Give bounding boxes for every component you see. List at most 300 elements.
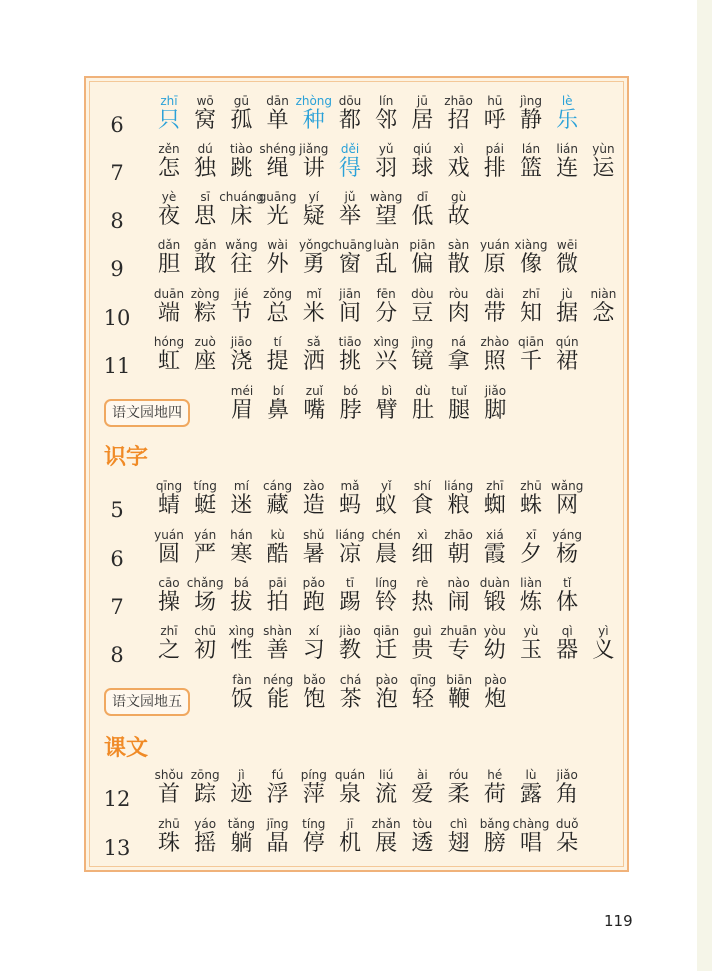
hanzi: 性	[230, 638, 253, 663]
pinyin: lín	[379, 94, 394, 108]
hanzi: 跑	[302, 590, 325, 615]
hanzi: 饱	[303, 687, 326, 712]
hanzi: 夕	[519, 542, 542, 567]
hanzi: 造	[302, 493, 325, 518]
hanzi: 臂	[375, 398, 398, 423]
pinyin: yáo	[194, 817, 217, 831]
pinyin: jié	[234, 287, 249, 301]
lesson-number: 6	[110, 113, 124, 137]
pinyin: wō	[196, 94, 214, 108]
hanzi: 锻	[483, 590, 506, 615]
character-cell	[549, 238, 585, 278]
section-title: 识字	[104, 444, 149, 470]
word-row	[103, 335, 624, 378]
pinyin: děi	[340, 142, 360, 156]
pinyin: gǎn	[193, 238, 217, 252]
hanzi: 肉	[447, 301, 470, 326]
pinyin: yán	[194, 528, 217, 542]
pinyin: cāo	[158, 576, 180, 590]
pinyin: liàn	[520, 576, 542, 590]
hanzi: 器	[556, 638, 579, 663]
hanzi: 唱	[519, 831, 542, 856]
hanzi: 连	[556, 156, 579, 181]
pinyin: pāi	[268, 576, 287, 590]
hanzi: 酷	[266, 542, 289, 567]
hanzi: 蚂	[338, 493, 361, 518]
hanzi: 茶	[339, 687, 362, 712]
hanzi: 专	[447, 638, 470, 663]
hanzi: 念	[592, 301, 615, 326]
pinyin: lián	[556, 142, 578, 156]
pinyin: tíng	[302, 817, 326, 831]
pinyin: quán	[334, 768, 366, 782]
hanzi: 散	[447, 252, 470, 277]
hanzi: 爱	[411, 782, 434, 807]
hanzi: 乐	[556, 108, 579, 133]
pinyin: kù	[270, 528, 285, 542]
pinyin: qīng	[409, 673, 437, 687]
word-row	[103, 287, 624, 330]
hanzi: 网	[556, 493, 579, 518]
hanzi: 饭	[230, 687, 253, 712]
lesson-number: 12	[103, 787, 131, 811]
pinyin: yǒng	[298, 238, 329, 252]
lesson-number: 11	[103, 354, 131, 378]
hanzi: 招	[447, 108, 470, 133]
hanzi: 浮	[266, 782, 289, 807]
character-cell	[585, 142, 621, 182]
hanzi: 跳	[230, 156, 253, 181]
hanzi: 种	[302, 108, 325, 133]
hanzi: 凉	[338, 542, 361, 567]
hanzi: 光	[266, 204, 289, 229]
pinyin: tǎng	[227, 817, 256, 831]
pinyin: jīng	[266, 817, 289, 831]
pinyin: wàng	[369, 190, 403, 204]
hanzi: 炮	[484, 687, 507, 712]
pinyin: fú	[271, 768, 284, 782]
word-row	[104, 142, 624, 185]
hanzi: 粮	[447, 493, 470, 518]
pinyin: duǒ	[555, 817, 579, 831]
pinyin: mí	[233, 479, 249, 493]
pinyin: qiān	[373, 624, 400, 638]
lesson-number: 6	[110, 547, 124, 571]
hanzi: 霞	[483, 542, 506, 567]
pinyin: chuāng	[327, 238, 373, 252]
pinyin: róu	[448, 768, 469, 782]
pinyin: tiāo	[338, 335, 362, 349]
pinyin: yùn	[592, 142, 615, 156]
character-cell	[585, 624, 621, 664]
hanzi: 停	[302, 831, 325, 856]
hanzi: 提	[266, 349, 289, 374]
hanzi: 摇	[194, 831, 217, 856]
pinyin: zǒng	[263, 287, 293, 301]
pinyin: jiāo	[230, 335, 253, 349]
hanzi: 炼	[519, 590, 542, 615]
pinyin: néng	[263, 673, 294, 687]
hanzi: 流	[375, 782, 398, 807]
lesson-number: 8	[110, 643, 124, 667]
pinyin: zòng	[190, 287, 220, 301]
hanzi: 铃	[375, 590, 398, 615]
pinyin: biān	[446, 673, 473, 687]
pinyin: yì	[598, 624, 609, 638]
pinyin: xìng	[228, 624, 255, 638]
hanzi: 夜	[157, 204, 180, 229]
pinyin: zhī	[160, 94, 178, 108]
lesson-number: 8	[110, 209, 124, 233]
hanzi: 圆	[157, 542, 180, 567]
hanzi: 蜻	[157, 493, 180, 518]
pinyin: gū	[233, 94, 249, 108]
pinyin: qiān	[518, 335, 544, 349]
hanzi: 展	[375, 831, 398, 856]
pinyin: fēn	[376, 287, 396, 301]
pinyin: dài	[485, 287, 504, 301]
pinyin: pái	[485, 142, 504, 156]
hanzi: 脖	[339, 398, 362, 423]
hanzi: 踢	[338, 590, 361, 615]
pinyin: dōu	[338, 94, 362, 108]
hanzi: 泡	[375, 687, 398, 712]
hanzi: 怎	[157, 156, 180, 181]
hanzi: 胆	[157, 252, 180, 277]
hanzi: 兴	[375, 349, 398, 374]
hanzi: 蛛	[519, 493, 542, 518]
pinyin: tuǐ	[451, 384, 468, 398]
hanzi: 豆	[411, 301, 434, 326]
pinyin: pào	[375, 673, 398, 687]
pinyin: sī	[200, 190, 210, 204]
pinyin: mǐ	[306, 287, 322, 301]
pinyin: xì	[453, 142, 464, 156]
hanzi: 乱	[375, 252, 398, 277]
pinyin: chū	[194, 624, 217, 638]
hanzi: 微	[556, 252, 579, 277]
pinyin: jiǎo	[484, 384, 507, 398]
pinyin: zhuān	[440, 624, 477, 638]
hanzi: 教	[338, 638, 361, 663]
hanzi: 能	[267, 687, 290, 712]
pinyin: hóng	[153, 335, 185, 349]
word-row	[104, 94, 624, 137]
hanzi: 肚	[411, 398, 434, 423]
hanzi: 镜	[411, 349, 434, 374]
hanzi: 邻	[375, 108, 398, 133]
pinyin: yáng	[552, 528, 583, 542]
character-cell	[441, 190, 477, 230]
hanzi: 拔	[230, 590, 253, 615]
pinyin: xiá	[485, 528, 504, 542]
pinyin: sǎ	[306, 335, 321, 349]
pinyin: fàn	[232, 673, 252, 687]
pinyin: wài	[267, 238, 288, 252]
hanzi: 踪	[194, 782, 217, 807]
hanzi: 篮	[519, 156, 542, 181]
word-row	[104, 528, 624, 571]
hanzi: 热	[411, 590, 434, 615]
pinyin: mǎ	[340, 479, 360, 493]
pinyin: chàng	[512, 817, 550, 831]
pinyin: zhāo	[444, 94, 473, 108]
pinyin: niàn	[590, 287, 617, 301]
hanzi: 迁	[375, 638, 398, 663]
hanzi: 千	[519, 349, 542, 374]
pinyin: dòu	[411, 287, 434, 301]
pinyin: jī	[346, 817, 354, 831]
pinyin: gù	[450, 190, 467, 204]
hanzi: 严	[194, 542, 217, 567]
word-row	[104, 624, 624, 667]
hanzi: 躺	[230, 831, 253, 856]
hanzi: 戏	[447, 156, 470, 181]
hanzi: 绳	[266, 156, 289, 181]
word-row	[104, 479, 624, 522]
hanzi: 玉	[519, 638, 542, 663]
word-row	[103, 817, 624, 860]
hanzi: 节	[230, 301, 253, 326]
pinyin: dān	[266, 94, 289, 108]
hanzi: 嘴	[303, 398, 326, 423]
hanzi: 轻	[411, 687, 434, 712]
pinyin: tiào	[230, 142, 253, 156]
pinyin: tòu	[412, 817, 433, 831]
pinyin: yuán	[479, 238, 510, 252]
hanzi: 思	[194, 204, 217, 229]
hanzi: 窗	[338, 252, 361, 277]
lesson-number: 9	[110, 257, 124, 281]
hanzi: 虹	[157, 349, 180, 374]
hanzi: 机	[338, 831, 361, 856]
word-row	[104, 576, 624, 619]
hanzi: 得	[338, 156, 361, 181]
hanzi: 窝	[194, 108, 217, 133]
word-row	[103, 768, 624, 811]
hanzi: 独	[194, 156, 217, 181]
pinyin: wēi	[556, 238, 578, 252]
pinyin: luàn	[373, 238, 400, 252]
pinyin: bó	[343, 384, 359, 398]
hanzi: 迹	[230, 782, 253, 807]
pinyin: tǐ	[563, 576, 572, 590]
hanzi: 讲	[302, 156, 325, 181]
hanzi: 单	[266, 108, 289, 133]
hanzi: 习	[302, 638, 325, 663]
hanzi: 初	[194, 638, 217, 663]
hanzi: 腿	[448, 398, 471, 423]
pinyin: hé	[487, 768, 503, 782]
pinyin: zěn	[158, 142, 180, 156]
pinyin: chén	[371, 528, 401, 542]
pinyin: zhū	[520, 479, 542, 493]
pinyin: pǎo	[302, 576, 325, 590]
pinyin: wǎng	[550, 479, 584, 493]
pinyin: zuǐ	[305, 384, 324, 398]
hanzi: 食	[411, 493, 434, 518]
pinyin: liáng	[443, 479, 474, 493]
character-cell	[477, 384, 513, 424]
pinyin: qì	[561, 624, 573, 638]
pinyin: zhāo	[444, 528, 473, 542]
hanzi: 晶	[266, 831, 289, 856]
pinyin: jǔ	[344, 190, 356, 204]
hanzi: 藏	[266, 493, 289, 518]
pinyin: yòu	[483, 624, 506, 638]
pinyin: lè	[561, 94, 573, 108]
pinyin: jìng	[411, 335, 434, 349]
hanzi: 裙	[556, 349, 579, 374]
pinyin: bǎng	[479, 817, 510, 831]
pinyin: zhī	[160, 624, 178, 638]
hanzi: 排	[483, 156, 506, 181]
character-cell	[477, 673, 513, 713]
hanzi: 脚	[484, 398, 507, 423]
hanzi: 义	[592, 638, 615, 663]
hanzi: 细	[411, 542, 434, 567]
character-cell	[585, 287, 621, 327]
word-row	[104, 190, 624, 233]
hanzi: 故	[447, 204, 470, 229]
hanzi: 鞭	[448, 687, 471, 712]
section-title: 课文	[104, 735, 149, 761]
hanzi: 荷	[483, 782, 506, 807]
lesson-number: 5	[110, 498, 124, 522]
pinyin: duàn	[479, 576, 510, 590]
hanzi: 迷	[230, 493, 253, 518]
hanzi: 原	[483, 252, 506, 277]
pinyin: chì	[449, 817, 468, 831]
page-edge-strip	[697, 0, 712, 971]
pinyin: lù	[525, 768, 537, 782]
lesson-number: 13	[103, 836, 131, 860]
lesson-number: 7	[110, 161, 124, 185]
hanzi: 像	[519, 252, 542, 277]
pinyin: yǐ	[380, 479, 392, 493]
hanzi: 珠	[157, 831, 180, 856]
hanzi: 床	[230, 204, 253, 229]
pinyin: dǎn	[157, 238, 181, 252]
pinyin: zào	[303, 479, 325, 493]
pinyin: hán	[230, 528, 253, 542]
hanzi: 贵	[411, 638, 434, 663]
pinyin: lán	[521, 142, 541, 156]
pinyin: shí	[413, 479, 431, 493]
hanzi: 运	[592, 156, 615, 181]
hanzi: 寒	[230, 542, 253, 567]
pinyin: liú	[379, 768, 394, 782]
hanzi: 幼	[483, 638, 506, 663]
hanzi: 勇	[302, 252, 325, 277]
pinyin: bá	[233, 576, 249, 590]
page-number: 119	[604, 912, 633, 930]
pinyin: zhòng	[295, 94, 333, 108]
pinyin: xì	[417, 528, 428, 542]
hanzi: 羽	[375, 156, 398, 181]
pinyin: nào	[447, 576, 470, 590]
word-row	[104, 673, 624, 713]
pinyin: liáng	[335, 528, 365, 542]
pinyin: chǎng	[186, 576, 224, 590]
pinyin: chá	[339, 673, 362, 687]
pinyin: guì	[413, 624, 432, 638]
pinyin: yǔ	[378, 142, 394, 156]
pinyin: dú	[197, 142, 213, 156]
pinyin: sàn	[447, 238, 470, 252]
hanzi: 疑	[302, 204, 325, 229]
pinyin: zhào	[480, 335, 510, 349]
hanzi: 萍	[302, 782, 325, 807]
pinyin: ài	[417, 768, 428, 782]
hanzi: 据	[556, 301, 579, 326]
pinyin: ná	[451, 335, 467, 349]
pinyin: rè	[416, 576, 429, 590]
pinyin: líng	[375, 576, 398, 590]
pinyin: wǎng	[225, 238, 258, 252]
pinyin: chuáng	[219, 190, 264, 204]
pinyin: zhī	[522, 287, 540, 301]
hanzi: 孤	[230, 108, 253, 133]
hanzi: 场	[194, 590, 217, 615]
pinyin: zhǎn	[371, 817, 401, 831]
hanzi: 泉	[338, 782, 361, 807]
lesson-number: 10	[103, 306, 131, 330]
hanzi: 知	[519, 301, 542, 326]
pinyin: qún	[555, 335, 579, 349]
character-cell	[549, 479, 585, 519]
pinyin: dī	[416, 190, 428, 204]
hanzi: 柔	[447, 782, 470, 807]
hanzi: 座	[194, 349, 217, 374]
hanzi: 偏	[411, 252, 434, 277]
hanzi: 拍	[266, 590, 289, 615]
hanzi: 透	[411, 831, 434, 856]
hanzi: 之	[157, 638, 180, 663]
pinyin: shàn	[263, 624, 292, 638]
hanzi: 静	[519, 108, 542, 133]
hanzi: 呼	[483, 108, 506, 133]
pinyin: jū	[416, 94, 428, 108]
pinyin: dù	[415, 384, 431, 398]
hanzi: 间	[338, 301, 361, 326]
section-badge: 语文园地四	[104, 399, 190, 427]
pinyin: xī	[525, 528, 537, 542]
pinyin: xiàng	[514, 238, 548, 252]
pinyin: shǔ	[303, 528, 325, 542]
hanzi: 米	[302, 301, 325, 326]
pinyin: tíng	[193, 479, 217, 493]
pinyin: tí	[273, 335, 282, 349]
pinyin: jiào	[339, 624, 361, 638]
hanzi: 洒	[302, 349, 325, 374]
hanzi: 挑	[338, 349, 361, 374]
hanzi: 低	[411, 204, 434, 229]
hanzi: 只	[157, 108, 180, 133]
pinyin: piān	[409, 238, 436, 252]
hanzi: 杨	[556, 542, 579, 567]
pinyin: hū	[487, 94, 503, 108]
hanzi: 拿	[447, 349, 470, 374]
pinyin: duān	[153, 287, 185, 301]
pinyin: zhī	[486, 479, 504, 493]
pinyin: jìng	[520, 94, 542, 108]
character-cell	[549, 528, 585, 568]
pinyin: shǒu	[154, 768, 184, 782]
word-row	[104, 384, 624, 424]
pinyin: jiǎo	[556, 768, 578, 782]
hanzi: 膀	[483, 831, 506, 856]
